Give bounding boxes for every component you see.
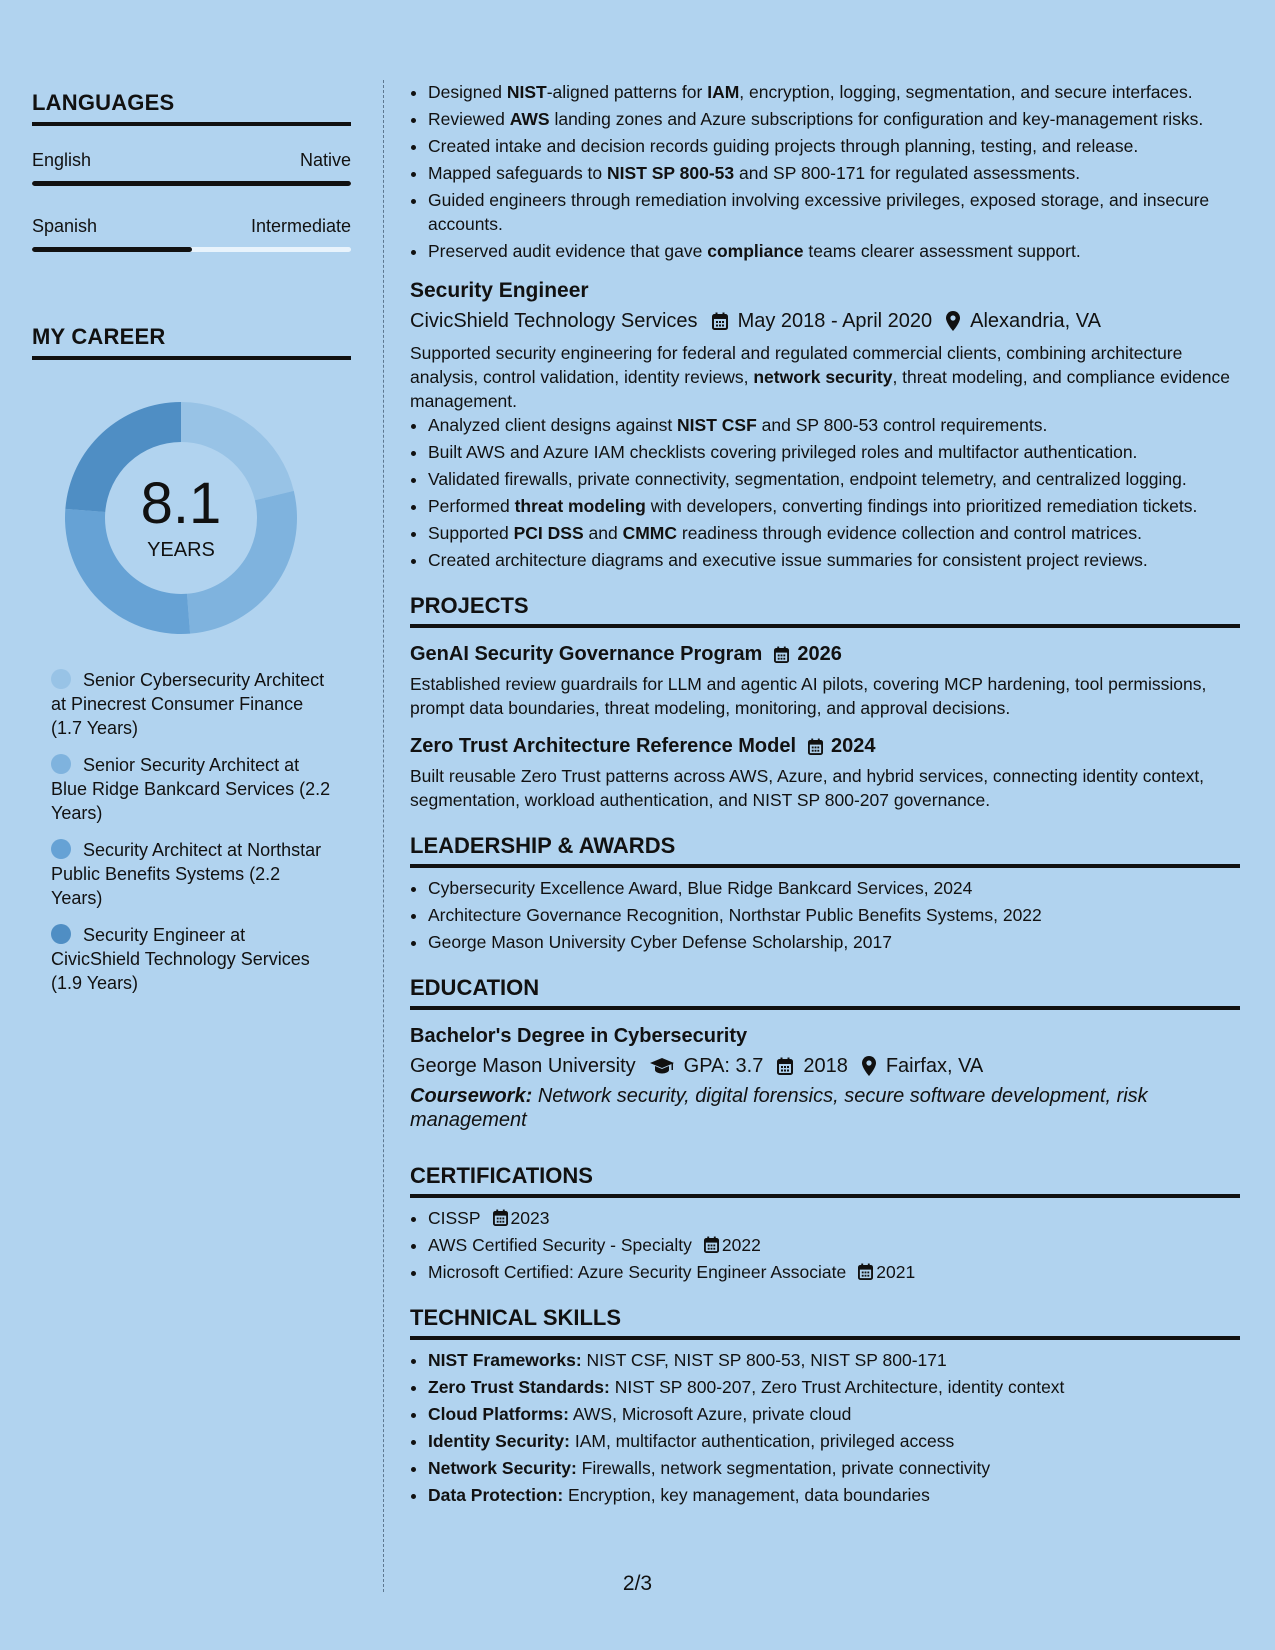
- job-summary: Supported security engineering for federal and regulated commercial clients, combining architecture analysis, control validation, identity reviews, network security, threat modeling, and compliance evidence management.: [410, 343, 1231, 411]
- education-gpa: GPA: 3.7: [683, 1055, 764, 1077]
- education-year: 2018: [803, 1055, 848, 1077]
- skill-label: Cloud Platforms:: [428, 1404, 569, 1424]
- skill-label: NIST Frameworks:: [428, 1350, 582, 1370]
- calendar-icon: [712, 312, 728, 330]
- certifications-list: [410, 1206, 1240, 1284]
- right-column: [410, 80, 1240, 1510]
- language-level: Intermediate: [250, 216, 351, 236]
- legend-dot: [51, 754, 71, 774]
- languages-title: LANGUAGES: [32, 90, 351, 126]
- coursework-text: Network security, digital forensics, secure software development, risk management: [410, 1085, 1148, 1131]
- legend-dot: [51, 669, 71, 689]
- career-legend-item: [51, 923, 331, 995]
- certification-name: Microsoft Certified: Azure Security Engineer Associate: [428, 1262, 847, 1282]
- legend-label: Senior Security Architect at Blue Ridge Bankcard Services (2.2 Years): [51, 755, 331, 823]
- language-proficiency-bar: [32, 181, 351, 186]
- graduation-cap-icon: [650, 1057, 674, 1075]
- legend-label: Security Engineer at CivicShield Technology Services (1.9 Years): [51, 925, 310, 993]
- award-item: • Architecture Governance Recognition, Northstar Public Benefits Systems, 2022: [428, 903, 1240, 927]
- experience-bullet: • Performed threat modeling with developers, converting findings into prioritized remediation tickets.: [428, 494, 1240, 518]
- career-legend-item: [51, 753, 331, 825]
- skill-item: [428, 1483, 1240, 1507]
- skill-value: Encryption, key management, data boundaries: [563, 1485, 930, 1505]
- certification-year: 2021: [876, 1262, 916, 1282]
- language-proficiency-bar: [32, 247, 351, 252]
- project-item: [410, 732, 1240, 812]
- skill-value: NIST SP 800-207, Zero Trust Architecture, identity context: [609, 1377, 1065, 1397]
- education-location: Fairfax, VA: [885, 1055, 984, 1077]
- job-meta: [410, 307, 1240, 335]
- calendar-icon: [493, 1209, 508, 1226]
- experience-bullet: • Built AWS and Azure IAM checklists covering privileged roles and multifactor authentication.: [428, 440, 1240, 464]
- skills-list: [410, 1348, 1240, 1507]
- certification-year: 2022: [721, 1235, 761, 1255]
- skill-item: [428, 1402, 1240, 1426]
- calendar-icon: [774, 646, 789, 663]
- certification-name: CISSP: [428, 1208, 481, 1228]
- job-company: CivicShield Technology Services: [410, 310, 698, 332]
- skill-item: [428, 1375, 1240, 1399]
- projects-title: PROJECTS: [410, 592, 1240, 628]
- certification-item: [428, 1233, 1240, 1257]
- skill-value: AWS, Microsoft Azure, private cloud: [568, 1404, 852, 1424]
- project-description: Established review guardrails for LLM and agentic AI pilots, covering MCP hardening, tool permissions, prompt data boundaries, threat modeling, monitoring, and approval decisions.: [410, 674, 1207, 718]
- project-year: 2024: [831, 735, 876, 757]
- experience-bullet: • Supported PCI DSS and CMMC readiness through evidence collection and control matrices.: [428, 521, 1240, 545]
- legend-label: Senior Cybersecurity Architect at Pinecrest Consumer Finance (1.7 Years): [51, 670, 325, 738]
- page-number: 2/3: [622, 1572, 653, 1595]
- map-pin-icon: [946, 311, 960, 331]
- certification-year: 2023: [510, 1208, 550, 1228]
- education-title: EDUCATION: [410, 974, 1240, 1010]
- previous-role-bullets: [410, 80, 1240, 263]
- career-legend: [32, 668, 351, 995]
- career-total-years: 8.1: [140, 470, 222, 536]
- calendar-icon: [858, 1263, 873, 1280]
- experience-bullet: • Mapped safeguards to NIST SP 800-53 and SP 800-171 for regulated assessments.: [428, 161, 1240, 185]
- awards-title: LEADERSHIP & AWARDS: [410, 832, 1240, 868]
- project-name: Zero Trust Architecture Reference Model: [410, 735, 797, 757]
- projects-list: [410, 640, 1240, 812]
- career-legend-item: [51, 668, 331, 740]
- certification-name: AWS Certified Security - Specialty: [428, 1235, 692, 1255]
- left-column: [32, 90, 351, 1008]
- coursework-label: Coursework:: [410, 1085, 533, 1107]
- skill-label: Data Protection:: [428, 1485, 564, 1505]
- project-item: [410, 640, 1240, 720]
- job-bullets: [410, 413, 1240, 572]
- project-description: Built reusable Zero Trust patterns across AWS, Azure, and hybrid services, connecting identity context, segmentation, workload authentication, and NIST SP 800-207 governance.: [410, 766, 1205, 810]
- experience-bullet: • Preserved audit evidence that gave compliance teams clearer assessment support.: [428, 239, 1240, 263]
- calendar-icon: [777, 1057, 793, 1075]
- legend-dot: [51, 924, 71, 944]
- language-name: Spanish: [32, 216, 98, 236]
- calendar-icon: [808, 738, 823, 755]
- skill-value: Firewalls, network segmentation, private connectivity: [576, 1458, 991, 1478]
- legend-dot: [51, 839, 71, 859]
- experience-bullet: • Guided engineers through remediation involving excessive privileges, exposed storage, and insecure accounts.: [428, 188, 1240, 236]
- skill-label: Network Security:: [428, 1458, 577, 1478]
- career-legend-item: [51, 838, 331, 910]
- experience-bullet: • Designed NIST-aligned patterns for IAM, encryption, logging, segmentation, and secure interfaces.: [428, 80, 1240, 104]
- skill-value: NIST CSF, NIST SP 800-53, NIST SP 800-171: [581, 1350, 947, 1370]
- career-title: MY CAREER: [32, 324, 351, 360]
- skill-label: Identity Security:: [428, 1431, 570, 1451]
- award-item: • George Mason University Cyber Defense Scholarship, 2017: [428, 930, 1240, 954]
- experience-bullet: • Analyzed client designs against NIST CSF and SP 800-53 control requirements.: [428, 413, 1240, 437]
- language-item: [32, 150, 351, 186]
- certification-item: [428, 1206, 1240, 1230]
- column-divider: [383, 80, 384, 1592]
- experience-bullet: • Created intake and decision records guiding projects through planning, testing, and release.: [428, 134, 1240, 158]
- education-degree: Bachelor's Degree in Cybersecurity: [410, 1025, 748, 1047]
- language-proficiency-fill: [32, 181, 351, 186]
- project-name: GenAI Security Governance Program: [410, 643, 763, 665]
- experience-bullet: • Created architecture diagrams and executive issue summaries for consistent project reviews.: [428, 548, 1240, 572]
- career-donut-chart: [65, 402, 297, 634]
- education-coursework: [410, 1084, 1240, 1132]
- education-school: George Mason University: [410, 1055, 636, 1077]
- award-item: • Cybersecurity Excellence Award, Blue Ridge Bankcard Services, 2024: [428, 876, 1240, 900]
- project-year: 2026: [797, 643, 842, 665]
- certifications-title: CERTIFICATIONS: [410, 1162, 1240, 1198]
- experience-bullet: • Validated firewalls, private connectivity, segmentation, endpoint telemetry, and centralized logging.: [428, 467, 1240, 491]
- map-pin-icon: [862, 1056, 876, 1076]
- legend-label: Security Architect at Northstar Public Benefits Systems (2.2 Years): [51, 840, 322, 908]
- skill-item: [428, 1456, 1240, 1480]
- language-level: Native: [299, 150, 351, 170]
- language-name: English: [32, 150, 92, 170]
- career-total-unit: YEARS: [147, 538, 215, 561]
- experience-bullet: • Reviewed AWS landing zones and Azure subscriptions for configuration and key-management risks.: [428, 107, 1240, 131]
- awards-list: [410, 876, 1240, 954]
- skill-value: IAM, multifactor authentication, privileged access: [569, 1431, 955, 1451]
- skills-title: TECHNICAL SKILLS: [410, 1304, 1240, 1340]
- language-item: [32, 216, 351, 252]
- job-location: Alexandria, VA: [970, 310, 1101, 332]
- job-dates: May 2018 - April 2020: [737, 310, 933, 332]
- skill-item: [428, 1429, 1240, 1453]
- certification-item: [428, 1260, 1240, 1284]
- skill-label: Zero Trust Standards:: [428, 1377, 610, 1397]
- language-proficiency-fill: [32, 247, 192, 252]
- job-title: Security Engineer: [410, 279, 589, 302]
- skill-item: [428, 1348, 1240, 1372]
- calendar-icon: [704, 1236, 719, 1253]
- education-meta: [410, 1052, 1240, 1080]
